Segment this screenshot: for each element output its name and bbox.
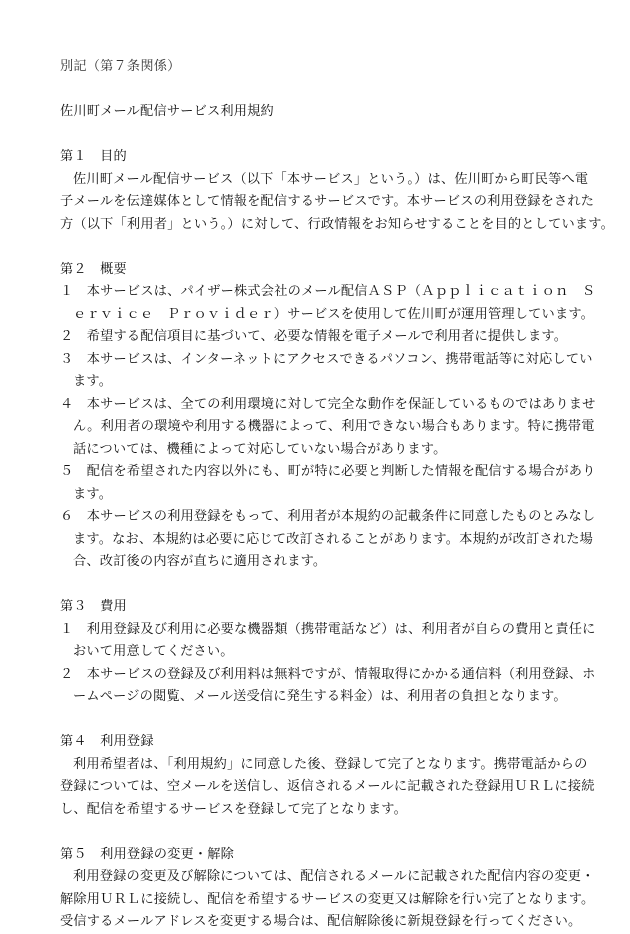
list-item-line: １ 利用登録及び利用に必要な機器類（携帯電話など）は、利用者が自らの費用と責任に — [60, 621, 596, 637]
terms-document — [60, 56, 614, 934]
list-item-line: １ 本サービスは、パイザー株式会社のメール配信ＡＳＰ（Ａｐｐｌｉｃａｔｉｏｎ Ｓ — [60, 284, 596, 299]
paragraph-line: 利用登録の変更及び解除については、配信されるメールに記載された配信内容の変更・ — [73, 869, 595, 884]
list-item-line: ６ 本サービスの利用登録をもって、利用者が本規約の記載条件に同意したものとみなし — [60, 509, 596, 524]
list-item-line: 合、改訂後の内容が直ちに適用されます。 — [73, 554, 327, 569]
list-item-line: ２ 希望する配信項目に基づいて、必要な情報を電子メールで利用者に提供します。 — [60, 329, 568, 344]
paragraph-line: 子メールを伝達媒体として情報を配信するサービスです。本サービスの利用登録をされた — [60, 194, 595, 209]
list-item-line: ４ 本サービスは、全ての利用環境に対して完全な動作を保証しているものではありませ — [60, 396, 596, 412]
section-heading-cost: 第３ 費用 — [60, 599, 127, 614]
paragraph-line: 方（以下「利用者」という。）に対して、行政情報をお知らせすることを目的としています。 — [60, 216, 614, 232]
paragraph-line: し、配信を希望するサービスを登録して完了となります。 — [60, 801, 408, 817]
section-heading-change-cancel: 第５ 利用登録の変更・解除 — [60, 846, 235, 862]
list-item-line: ームページの閲覧、メール送受信に発生する料金）は、利用者の負担となります。 — [73, 689, 567, 704]
list-item-line: ます。 — [73, 486, 113, 502]
list-item-line: ２ 本サービスの登録及び利用料は無料ですが、情報取得にかかる通信料（利用登録、ホ — [60, 666, 596, 682]
section-heading-overview: 第２ 概要 — [60, 261, 127, 277]
list-item-line: 話については、機種によって対応していない場合があります。 — [73, 441, 447, 457]
list-item-line: ん。利用者の環境や利用する機器によって、利用できない場合もあります。特に携帯電 — [73, 419, 595, 434]
section-heading-registration: 第４ 利用登録 — [60, 734, 154, 749]
paragraph-line: 解除用ＵＲＬに接続し、配信を希望するサービスの変更又は解除を行い完了となります。 — [60, 891, 595, 907]
list-item-line: ｅｒｖｉｃｅ Ｐｒｏｖｉｄｅｒ）サービスを使用して佐川町が運用管理しています。 — [73, 306, 595, 322]
paragraph-line: 受信するメールアドレスを変更する場合は、配信解除後に新規登録を行ってください。 — [60, 914, 582, 929]
appendix-note: 別記（第７条関係） — [60, 59, 181, 74]
list-item-line: おいて用意してください。 — [73, 644, 234, 659]
section-heading-purpose: 第１ 目的 — [60, 149, 127, 164]
paragraph-line: 佐川町メール配信サービス（以下「本サービス」という。）は、佐川町から町民等へ電 — [73, 171, 589, 187]
document-title: 佐川町メール配信サービス利用規約 — [60, 104, 274, 119]
list-item-line: ます。なお、本規約は必要に応じて改訂されることがあります。本規約が改訂された場 — [73, 531, 593, 547]
list-item-line: ３ 本サービスは、インターネットにアクセスできるパソコン、携帯電話等に対応してい — [60, 351, 593, 367]
paragraph-line: 利用希望者は、「利用規約」に同意した後、登録して完了となります。携帯電話からの — [73, 756, 588, 772]
list-item-line: ５ 配信を希望された内容以外にも、町が特に必要と判断した情報を配信する場合があり — [60, 464, 596, 479]
list-item-line: ます。 — [73, 374, 113, 389]
paragraph-line: 登録については、空メールを送信し、返信されるメールに記載された登録用ＵＲＬに接続 — [60, 779, 595, 794]
